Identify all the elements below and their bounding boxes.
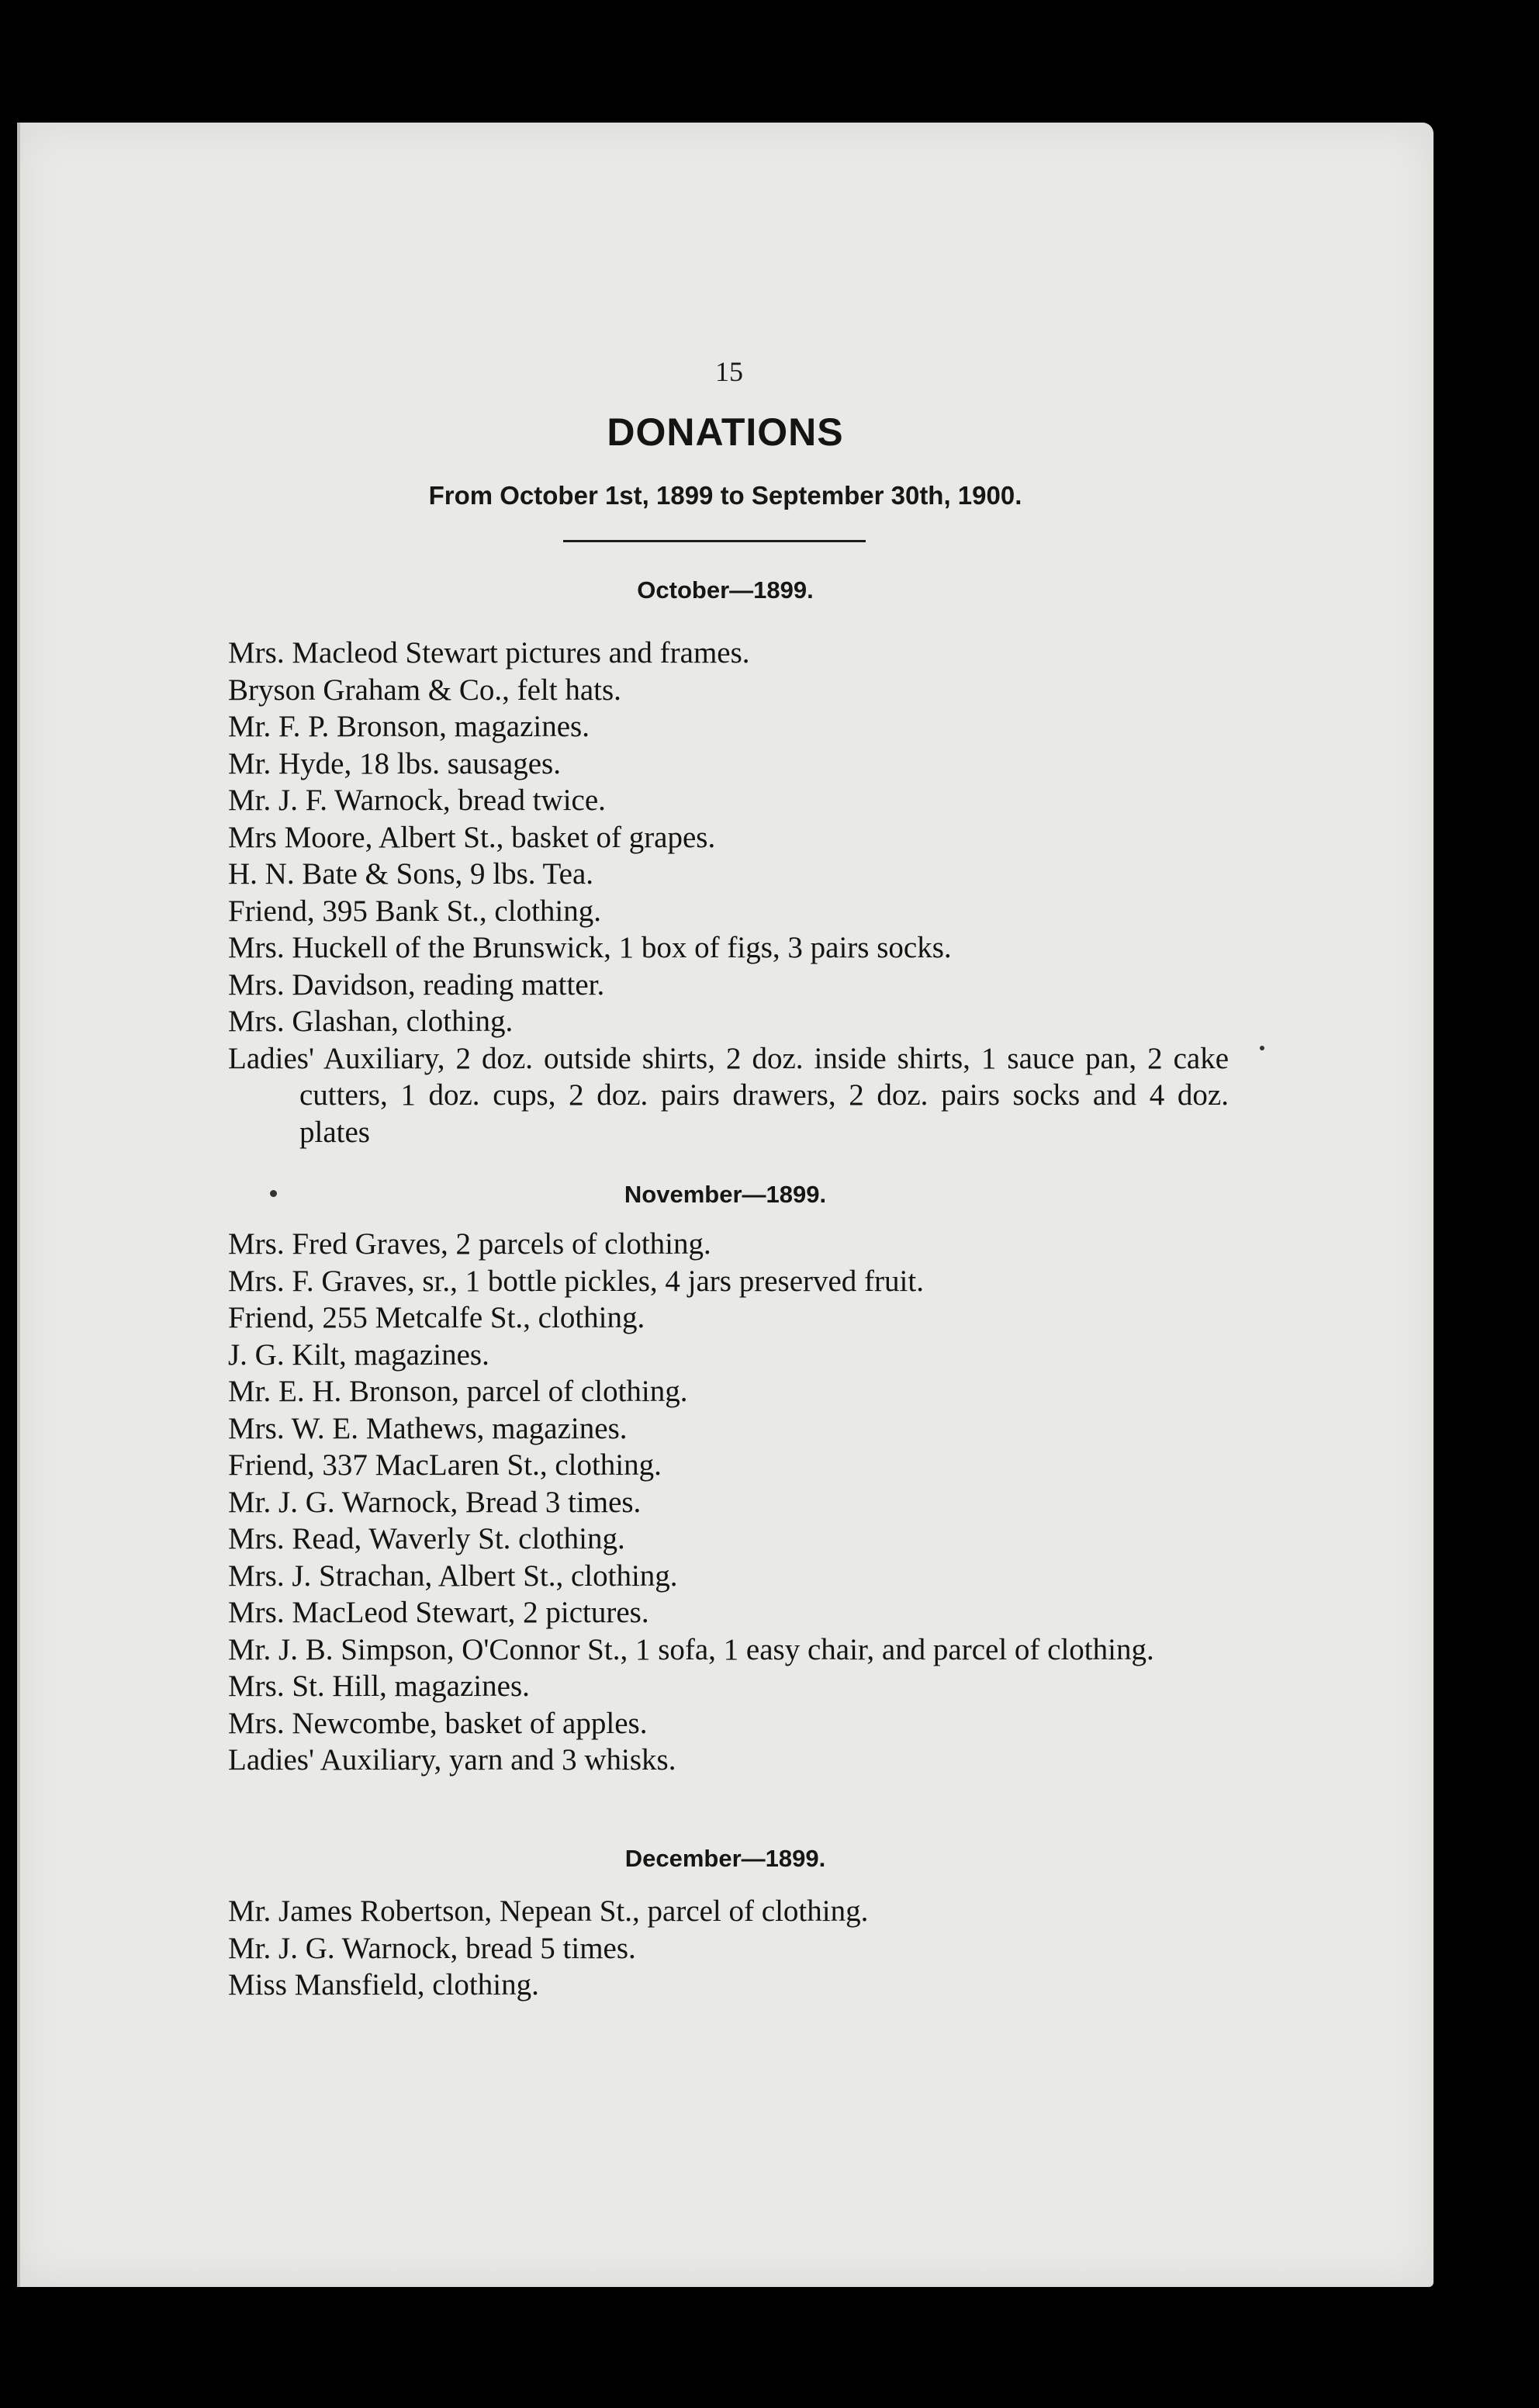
list-item: Mr. E. H. Bronson, parcel of clothing. [228,1375,688,1408]
list-item: H. N. Bate & Sons, 9 lbs. Tea. [228,857,594,891]
section-heading-october: October—1899. [637,576,814,604]
list-item: Mrs Moore, Albert St., basket of grapes. [228,820,716,854]
list-item: Bryson Graham & Co., felt hats. [228,673,621,707]
list-item: Mr. F. P. Bronson, magazines. [228,710,590,743]
list-item: Mrs. J. Strachan, Albert St., clothing. [228,1559,678,1593]
list-item: Friend, 337 MacLaren St., clothing. [228,1448,662,1482]
page-number: 15 [715,356,743,387]
list-item: Mrs. F. Graves, sr., 1 bottle pickles, 4 jars preserved fruit. [228,1264,924,1298]
list-item: Mr. Hyde, 18 lbs. sausages. [228,746,561,780]
section-heading-december: December—1899. [624,1845,826,1872]
donation-list-october [228,635,1229,1150]
document-page [17,123,1434,2287]
list-item: Friend, 395 Bank St., clothing. [228,894,601,928]
scan-speck [1260,1046,1264,1050]
list-item: Mrs. Glashan, clothing. [228,1005,514,1038]
list-item: Mrs. Read, Waverly St. clothing. [228,1522,625,1555]
donation-list-november [228,1226,1229,1779]
list-item: Mrs. Macleod Stewart pictures and frames. [228,636,750,669]
list-item: Mr. J. F. Warnock, bread twice. [228,784,606,817]
list-item: Mr. J. B. Simpson, O'Connor St., 1 sofa, 1 easy chair, and parcel of clothing. [228,1632,1154,1666]
list-item: J. G. Kilt, magazines. [228,1337,489,1372]
list-item: Mrs. Fred Graves, 2 parcels of clothing. [228,1227,711,1261]
list-item: Mrs. Newcombe, basket of apples. [228,1706,648,1740]
list-item: Friend, 255 Metcalfe St., clothing. [228,1301,645,1334]
list-item: Mrs. Huckell of the Brunswick, 1 box of figs, 3 pairs socks. [228,931,952,964]
list-item: Mrs. St. Hill, magazines. [228,1669,530,1703]
list-item: Ladies' Auxiliary, yarn and 3 whisks. [228,1743,676,1777]
list-item: Mrs. MacLeod Stewart, 2 pictures. [228,1596,649,1629]
section-heading-november: November—1899. [624,1181,827,1208]
list-item: Mr. James Robertson, Nepean St., parcel of clothing. [228,1894,869,1928]
list-item: Miss Mansfield, clothing. [228,1968,539,2001]
donation-list-december [228,1893,1229,2004]
list-item: Mrs. Davidson, reading matter. [228,967,605,1002]
page-title: DONATIONS [607,410,844,454]
list-item: Mrs. W. E. Mathews, magazines. [228,1411,628,1445]
list-item: Mr. J. G. Warnock, Bread 3 times. [228,1485,642,1519]
scan-speck [270,1190,277,1197]
page-subtitle: From October 1st, 1899 to September 30th, 1900. [428,481,1022,510]
list-item: Mr. J. G. Warnock, bread 5 times. [228,1931,636,1965]
title-divider [563,540,866,542]
list-item: Ladies' Auxiliary, 2 doz. outside shirts, 2 doz. inside shirts, 1 sauce pan, 2 cake cutters, 1 doz. cups, 2 doz. pairs drawers, 2 doz. pairs socks and 4 doz. plates [228,1041,1229,1149]
